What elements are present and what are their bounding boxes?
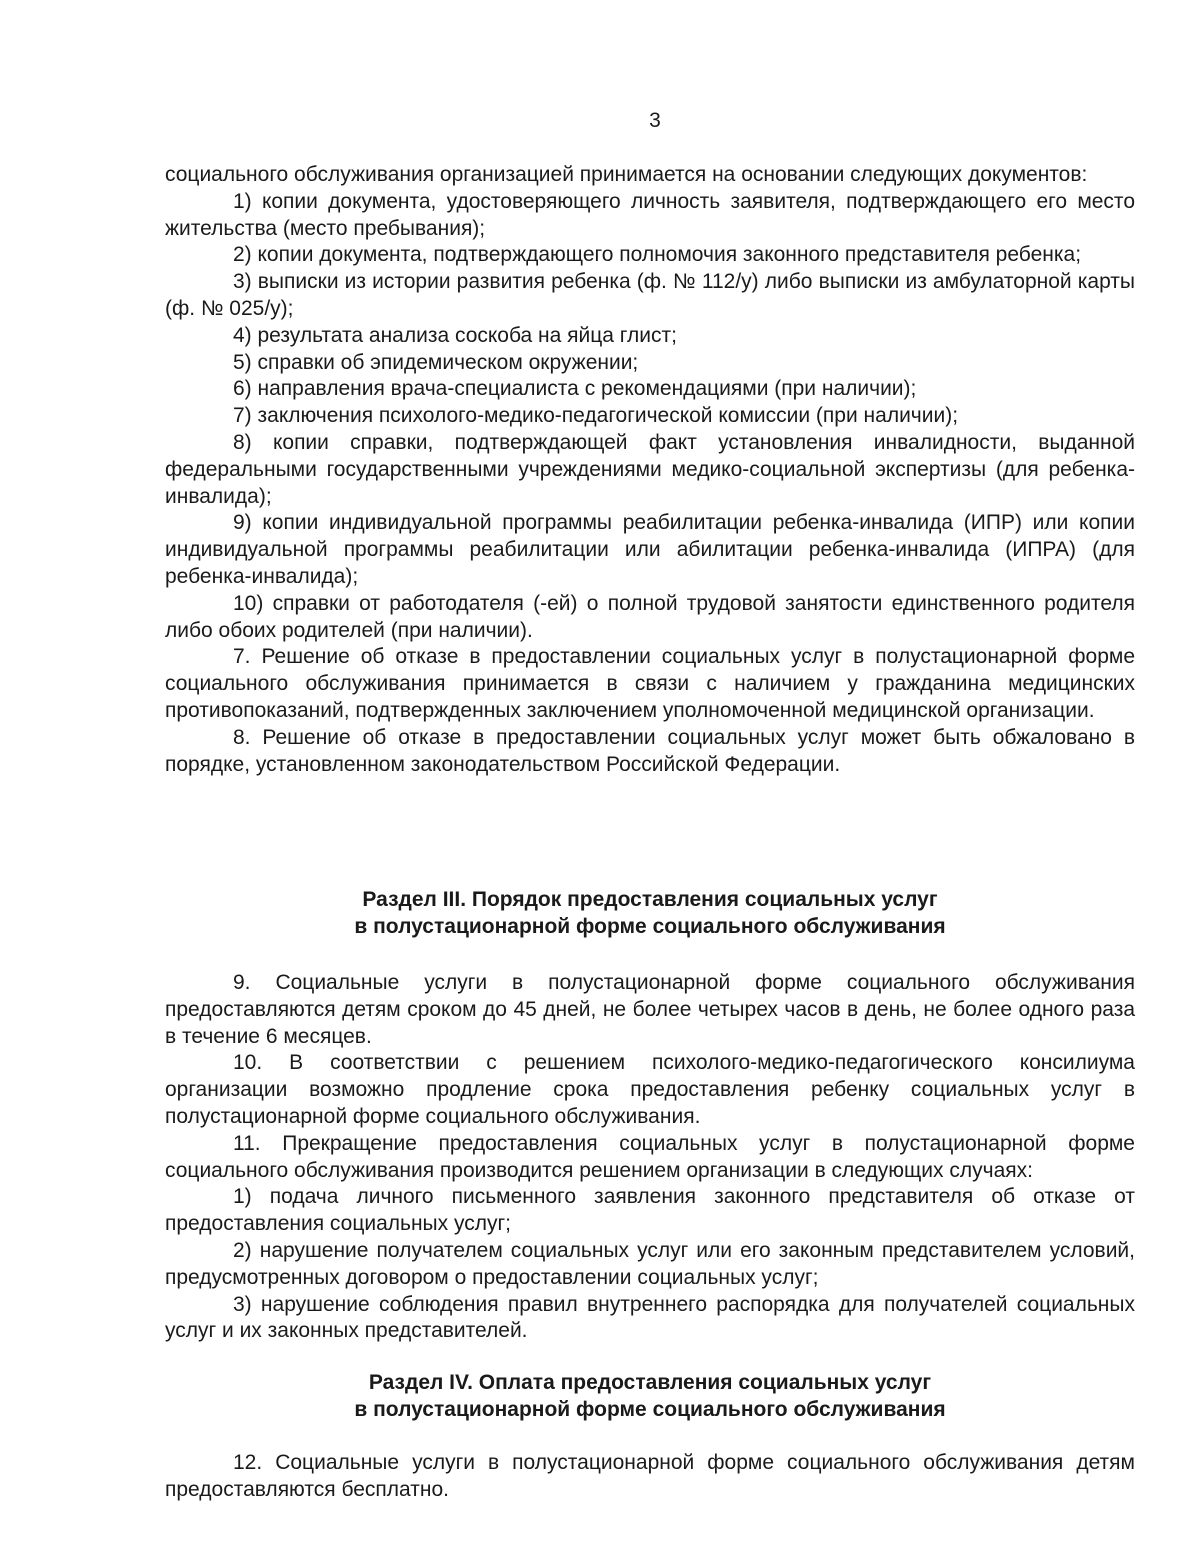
paragraph-11: 11. Прекращение предоставления социальных услуг в полустационарной форме социального обслуживания производится решением организации в следующих случаях: [165, 1131, 1135, 1182]
section-4-heading [165, 1370, 1135, 1424]
section-3-body [165, 970, 1135, 1345]
paragraph-7: 7. Решение об отказе в предоставлении социальных услуг в полустационарной форме социального обслуживания принимается в связи с наличием у гражданина медицинских противопоказаний, подтвержденных заключением уполномоченной медицинской организации. [165, 645, 1135, 722]
list-item: 2) нарушение получателем социальных услуг или его законным представителем условий, предусмотренных договором о предоставлении социальных услуг; [165, 1238, 1135, 1289]
list-item: 3) выписки из истории развития ребенка (ф. № 112/у) либо выписки из амбулаторной карты (ф. № 025/у); [165, 270, 1135, 320]
list-item: 4) результата анализа соскоба на яйца глист; [233, 323, 677, 347]
paragraph-10: 10. В соответствии с решением психолого-медико-педагогического консилиума организации возможно продление срока предоставления ребенку социальных услуг в полустационарной форме социального обслуживания. [165, 1051, 1135, 1128]
list-item: 3) нарушение соблюдения правил внутреннего распорядка для получателей социальных услуг и их законных представителей. [165, 1292, 1135, 1343]
list-item: 1) копии документа, удостоверяющего личность заявителя, подтверждающего его место жительства (место пребывания); [165, 189, 1135, 240]
list-item: 2) копии документа, подтверждающего полномочия законного представителя ребенка; [233, 243, 1082, 267]
section-4-body [165, 1450, 1135, 1504]
paragraph-8: 8. Решение об отказе в предоставлении социальных услуг может быть обжаловано в порядке, установленном законодательством Российской Федерации. [165, 725, 1135, 776]
section-3-heading [165, 887, 1135, 941]
section-heading-line: Раздел III. Порядок предоставления социальных услуг [362, 888, 938, 911]
page-number: 3 [649, 109, 661, 132]
list-item: 7) заключения психолого-медико-педагогической комиссии (при наличии); [233, 404, 959, 428]
section-heading-line: в полустационарной форме социального обслуживания [354, 1397, 946, 1421]
list-item: 9) копии индивидуальной программы реабилитации ребенка-инвалида (ИПР) или копии индивидуальной программы реабилитации или абилитации ребенка-инвалида (ИПРА) (для ребенка-инвалида); [165, 511, 1135, 588]
paragraph-intro: социального обслуживания организацией принимается на основании следующих документов: [165, 163, 1088, 186]
list-item: 5) справки об эпидемическом окружении; [233, 350, 639, 374]
list-item: 10) справки от работодателя (-ей) о полной трудовой занятости единственного родителя либо обоих родителей (при наличии). [165, 591, 1135, 642]
section-heading-line: в полустационарной форме социального обслуживания [354, 914, 946, 938]
paragraph-12: 12. Социальные услуги в полустационарной форме социального обслуживания детям предоставляются бесплатно. [165, 1451, 1135, 1501]
list-item: 1) подача личного письменного заявления законного представителя об отказе от предоставления социальных услуг; [165, 1185, 1135, 1236]
document-list-section [165, 162, 1135, 778]
section-heading-line: Раздел IV. Оплата предоставления социальных услуг [368, 1371, 932, 1394]
list-item: 8) копии справки, подтверждающей факт установления инвалидности, выданной федеральными государственными учреждениями медико-социальной экспертизы (для ребенка-инвалида); [165, 430, 1135, 508]
paragraph-9: 9. Социальные услуги в полустационарной форме социального обслуживания предоставляются детям сроком до 45 дней, не более четырех часов в день, не более одного раза в течение 6 месяцев. [165, 971, 1135, 1048]
list-item: 6) направления врача-специалиста с рекомендациями (при наличии); [233, 377, 917, 401]
